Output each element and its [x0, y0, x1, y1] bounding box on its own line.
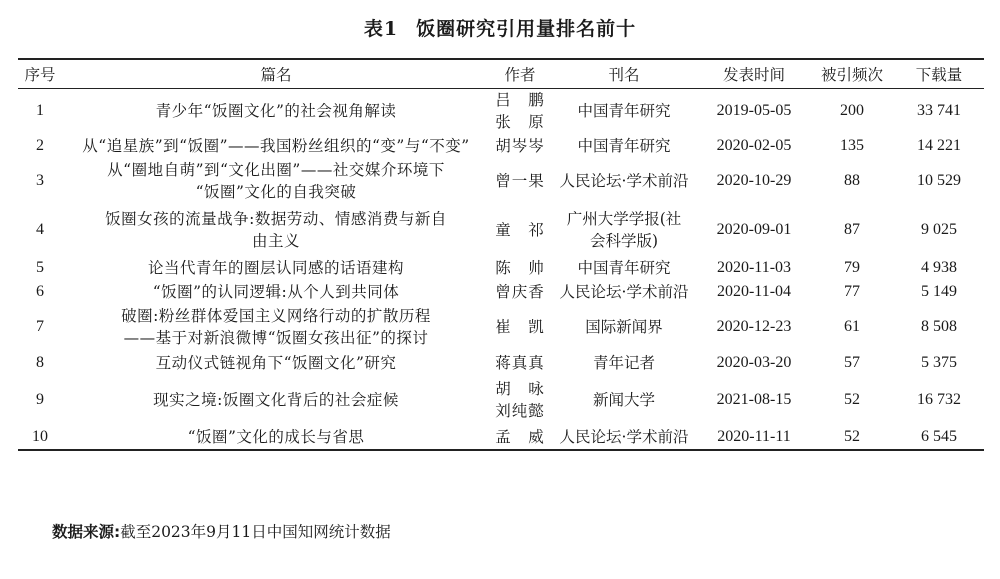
table-row	[18, 134, 984, 158]
cell-title	[62, 134, 490, 158]
journal-line: 中国青年研究	[577, 137, 671, 155]
title-line: 论当代青年的圈层认同感的话语建构	[147, 259, 404, 277]
cell-index: 4	[36, 221, 44, 238]
cell-downloads: 5 375	[921, 354, 957, 371]
title-line: 从“追星族”到“饭圈”——我国粉丝组织的“变”与“不变”	[82, 137, 470, 155]
table-row	[18, 204, 984, 256]
table-row	[18, 88, 984, 134]
cell-date: 2020-03-20	[716, 354, 792, 371]
header-downloads: 下载量	[894, 59, 984, 88]
cell-index: 10	[18, 424, 62, 450]
cell-citations: 77	[844, 283, 860, 300]
table-title: 饭圈研究引用量排名前十	[416, 18, 637, 40]
cell-journal	[550, 204, 698, 256]
cell-title	[62, 424, 490, 450]
cell-author	[490, 304, 550, 350]
table-row	[18, 158, 984, 204]
cell-index: 6	[36, 283, 44, 300]
data-source-label: 数据来源:	[52, 523, 121, 541]
title-line: 从“圈地自萌”到“文化出圈”——社交媒介环境下	[107, 161, 445, 179]
cell-journal	[550, 158, 698, 204]
data-source-text: 截至2023年9月11日中国知网统计数据	[120, 523, 391, 541]
journal-line: 新闻大学	[592, 391, 655, 409]
title-line: 现实之境:饭圈文化背后的社会症候	[153, 391, 399, 409]
cell-citations: 79	[844, 259, 860, 276]
table-row	[18, 424, 984, 450]
title-line: “饭圈”文化的自我突破	[195, 183, 357, 201]
cell-author	[490, 88, 550, 134]
cell-date: 2021-08-15	[716, 391, 792, 408]
journal-line: 青年记者	[592, 354, 655, 372]
cell-downloads: 5 149	[921, 283, 957, 300]
cell-citations: 52	[844, 391, 860, 408]
author-name: 崔 凯	[495, 318, 545, 336]
cell-journal	[550, 350, 698, 376]
cell-author	[490, 256, 550, 280]
cell-author	[490, 424, 550, 450]
cell-downloads: 9 025	[921, 221, 957, 238]
cell-title	[62, 304, 490, 350]
cell-citations: 200	[840, 102, 864, 120]
table-caption	[0, 14, 1000, 41]
cell-index: 5	[36, 259, 44, 276]
table-row	[18, 376, 984, 424]
journal-line: 国际新闻界	[585, 318, 663, 336]
cell-journal	[550, 424, 698, 450]
cell-date: 2020-12-23	[716, 318, 792, 335]
journal-line: 广州大学学报(社	[566, 210, 682, 228]
title-line: 由主义	[251, 232, 300, 250]
journal-line: 人民论坛·学术前沿	[559, 427, 689, 446]
cell-title	[62, 88, 490, 134]
title-line: “饭圈”文化的成长与省思	[187, 427, 365, 446]
cell-citations: 87	[844, 221, 860, 238]
cell-date: 2019-05-05	[716, 102, 792, 120]
author-name: 孟 威	[495, 427, 545, 446]
cell-downloads: 16 732	[917, 391, 961, 408]
cell-title	[62, 256, 490, 280]
header-index: 序号	[18, 59, 62, 88]
author-name: 胡 咏	[495, 380, 545, 398]
title-line: “饭圈”的认同逻辑:从个人到共同体	[152, 283, 400, 301]
cell-citations: 135	[840, 137, 864, 154]
cell-date: 2020-11-11	[698, 424, 810, 450]
cell-date: 2020-10-29	[716, 172, 792, 189]
cell-title	[62, 280, 490, 304]
table-row	[18, 304, 984, 350]
cell-citations: 52	[810, 424, 894, 450]
title-line: 破圈:粉丝群体爱国主义网络行动的扩散历程	[121, 307, 431, 325]
cell-title	[62, 350, 490, 376]
cell-author	[490, 158, 550, 204]
cell-journal	[550, 88, 698, 134]
author-name: 刘纯懿	[495, 402, 545, 420]
cell-date: 2020-02-05	[716, 137, 792, 154]
cell-journal	[550, 280, 698, 304]
cell-journal	[550, 256, 698, 280]
cell-date: 2020-09-01	[716, 221, 792, 238]
cell-author	[490, 280, 550, 304]
cell-journal	[550, 304, 698, 350]
author-name: 蒋真真	[495, 354, 545, 372]
cell-journal	[550, 376, 698, 424]
cell-title	[62, 204, 490, 256]
table-number: 表1	[363, 18, 399, 40]
header-author: 作者	[490, 59, 550, 88]
cell-citations: 88	[844, 172, 860, 189]
cell-index: 8	[36, 354, 44, 371]
cell-downloads: 33 741	[917, 102, 961, 120]
journal-line: 人民论坛·学术前沿	[559, 283, 689, 301]
author-name: 曾庆香	[495, 283, 545, 301]
header-title: 篇名	[62, 59, 490, 88]
cell-index: 3	[36, 172, 44, 189]
ranking-table	[18, 58, 984, 451]
title-line: ——基于对新浪微博“饭圈女孩出征”的探讨	[123, 329, 429, 347]
header-row	[18, 59, 984, 88]
table-body	[18, 88, 984, 450]
cell-author	[490, 376, 550, 424]
header-journal: 刊名	[550, 59, 698, 88]
header-date: 发表时间	[698, 59, 810, 88]
author-name: 曾一果	[495, 172, 545, 190]
table-row	[18, 280, 984, 304]
table-row	[18, 350, 984, 376]
cell-citations: 57	[844, 354, 860, 371]
cell-downloads: 6 545	[894, 424, 984, 450]
cell-author	[490, 134, 550, 158]
cell-downloads: 14 221	[917, 137, 961, 154]
cell-downloads: 8 508	[921, 318, 957, 335]
author-name: 童 祁	[495, 221, 545, 239]
cell-citations: 61	[844, 318, 860, 335]
cell-journal	[550, 134, 698, 158]
title-line: 互动仪式链视角下“饭圈文化”研究	[155, 354, 397, 372]
cell-date: 2020-11-04	[716, 283, 792, 300]
journal-line: 人民论坛·学术前沿	[559, 172, 689, 190]
cell-date: 2020-11-03	[716, 259, 792, 276]
journal-line: 会科学版)	[589, 232, 659, 250]
title-line: 饭圈女孩的流量战争:数据劳动、情感消费与新自	[105, 210, 447, 228]
author-name: 胡岑岑	[495, 137, 545, 155]
cell-author	[490, 350, 550, 376]
cell-author	[490, 204, 550, 256]
header-citations: 被引频次	[810, 59, 894, 88]
cell-index: 7	[36, 318, 44, 335]
cell-index: 9	[36, 391, 44, 408]
cell-index: 2	[36, 137, 44, 154]
title-line: 青少年“饭圈文化”的社会视角解读	[155, 102, 397, 121]
journal-line: 中国青年研究	[577, 102, 671, 121]
cell-index: 1	[36, 102, 44, 120]
data-source-note	[52, 520, 391, 542]
cell-downloads: 4 938	[921, 259, 957, 276]
author-name: 吕 鹏	[495, 91, 545, 110]
cell-downloads: 10 529	[917, 172, 961, 189]
journal-line: 中国青年研究	[577, 259, 671, 277]
cell-title	[62, 158, 490, 204]
cell-title	[62, 376, 490, 424]
author-name: 陈 帅	[495, 259, 545, 277]
author-name: 张 原	[495, 113, 545, 132]
table-row	[18, 256, 984, 280]
